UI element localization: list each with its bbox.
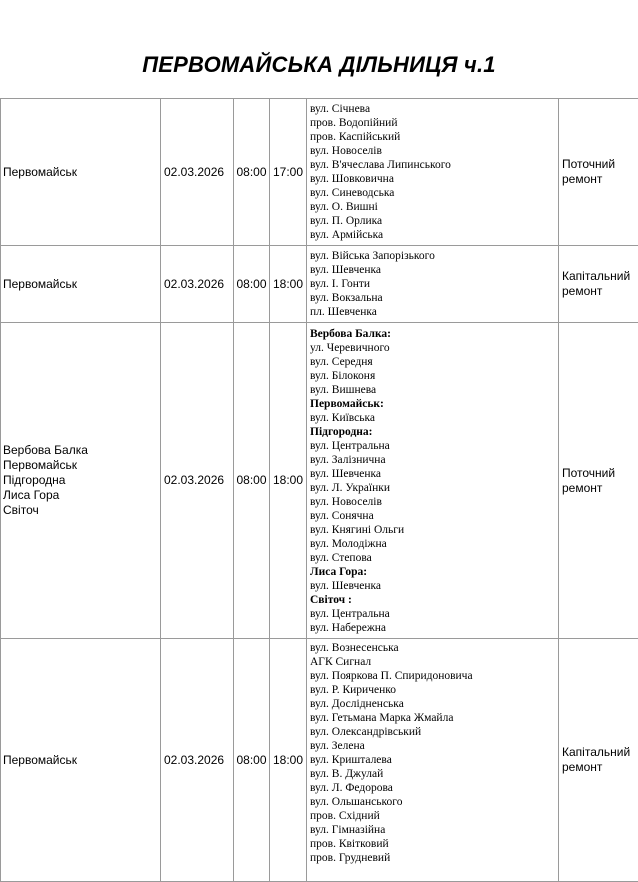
street-item: вул. Молодіжна [310,537,558,551]
settlement-name: Первомайськ [3,458,160,473]
settlement-cell [1,99,161,246]
date-cell: 02.03.2026 [161,246,234,323]
date-cell: 02.03.2026 [161,639,234,882]
street-item: вул. О. Вишні [310,200,558,214]
street-item: вул. Кришталева [310,753,558,767]
time-to-cell: 18:00 [270,639,307,882]
settlement-name: Первомайськ [3,753,160,768]
street-item: вул. Центральна [310,439,558,453]
settlement-heading: Лиса Гора: [310,565,558,579]
outage-schedule-table [0,98,638,882]
street-item: вул. Білоконя [310,369,558,383]
settlement-name: Вербова Балка [3,443,160,458]
streets-cell [307,246,559,323]
streets-cell [307,323,559,639]
work-type-cell [559,323,638,639]
street-item: вул. Р. Кириченко [310,683,558,697]
street-item: вул. Л. Федорова [310,781,558,795]
street-item: вул. Л. Українки [310,481,558,495]
work-type-text: ремонт [562,172,638,187]
street-item: вул. Новоселів [310,144,558,158]
street-item: пров. Каспійський [310,130,558,144]
street-item: вул. Набережна [310,621,558,635]
settlement-heading: Підгородна: [310,425,558,439]
work-type-cell [559,99,638,246]
street-item: вул. Гетьмана Марка Жмайла [310,711,558,725]
settlement-name: Лиса Гора [3,488,160,503]
work-type-text: ремонт [562,760,638,775]
street-item: вул. Зелена [310,739,558,753]
work-type-cell [559,246,638,323]
work-type-text: Капітальний [562,269,638,284]
street-item: вул. В. Джулай [310,767,558,781]
table-row [1,246,638,323]
street-item: вул. Київська [310,411,558,425]
time-from-cell: 08:00 [234,246,270,323]
street-item: пл. Шевченка [310,305,558,319]
settlement-cell [1,246,161,323]
settlement-name: Світоч [3,503,160,518]
settlement-name: Первомайськ [3,165,160,180]
street-item: вул. Шевченка [310,467,558,481]
street-item: вул. В'ячеслава Липинського [310,158,558,172]
street-item: пров. Водопійний [310,116,558,130]
street-item: АГК Сигнал [310,655,558,669]
table-row [1,639,638,882]
street-item: вул. Княгині Ольги [310,523,558,537]
street-item: вул. Війська Запорізького [310,249,558,263]
street-item: вул. Вознесенська [310,641,558,655]
work-type-text: Поточний [562,157,638,172]
settlement-heading: Вербова Балка: [310,327,558,341]
time-from-cell: 08:00 [234,323,270,639]
time-to-cell: 17:00 [270,99,307,246]
work-type-cell [559,639,638,882]
settlement-cell [1,639,161,882]
street-item: ул. Черевичного [310,341,558,355]
street-item: вул. Пояркова П. Спиридоновича [310,669,558,683]
time-from-cell: 08:00 [234,639,270,882]
street-item: вул. Синеводська [310,186,558,200]
work-type-text: ремонт [562,481,638,496]
table-row [1,99,638,246]
street-item: вул. Дослідненська [310,697,558,711]
streets-cell [307,639,559,882]
street-item: вул. Армійська [310,228,558,242]
street-item: пров. Грудневий [310,851,558,865]
street-item: вул. Січнева [310,102,558,116]
street-item: пров. Східний [310,809,558,823]
street-item: вул. Вишнева [310,383,558,397]
street-item: вул. Сонячна [310,509,558,523]
street-item: вул. Центральна [310,607,558,621]
street-item: вул. Вокзальна [310,291,558,305]
settlement-cell [1,323,161,639]
street-item: вул. Новоселів [310,495,558,509]
street-item: вул. Степова [310,551,558,565]
time-to-cell: 18:00 [270,246,307,323]
street-item: вул. І. Гонти [310,277,558,291]
street-item: вул. Олександрівський [310,725,558,739]
street-item: вул. Шевченка [310,579,558,593]
table-row [1,323,638,639]
street-item: вул. Ольшанського [310,795,558,809]
settlement-heading: Первомайськ: [310,397,558,411]
settlement-name: Первомайськ [3,277,160,292]
street-item: вул. П. Орлика [310,214,558,228]
time-to-cell: 18:00 [270,323,307,639]
street-item: вул. Шевченка [310,263,558,277]
date-cell: 02.03.2026 [161,99,234,246]
street-item: вул. Гімназійна [310,823,558,837]
work-type-text: Поточний [562,466,638,481]
page-title: ПЕРВОМАЙСЬКА ДІЛЬНИЦЯ ч.1 [0,52,638,78]
street-item: пров. Квітковий [310,837,558,851]
street-item: вул. Шовковична [310,172,558,186]
street-item: вул. Залізнична [310,453,558,467]
time-from-cell: 08:00 [234,99,270,246]
settlement-name: Підгородна [3,473,160,488]
work-type-text: ремонт [562,284,638,299]
streets-cell [307,99,559,246]
date-cell: 02.03.2026 [161,323,234,639]
work-type-text: Капітальний [562,745,638,760]
settlement-heading: Світоч : [310,593,558,607]
street-item: вул. Середня [310,355,558,369]
